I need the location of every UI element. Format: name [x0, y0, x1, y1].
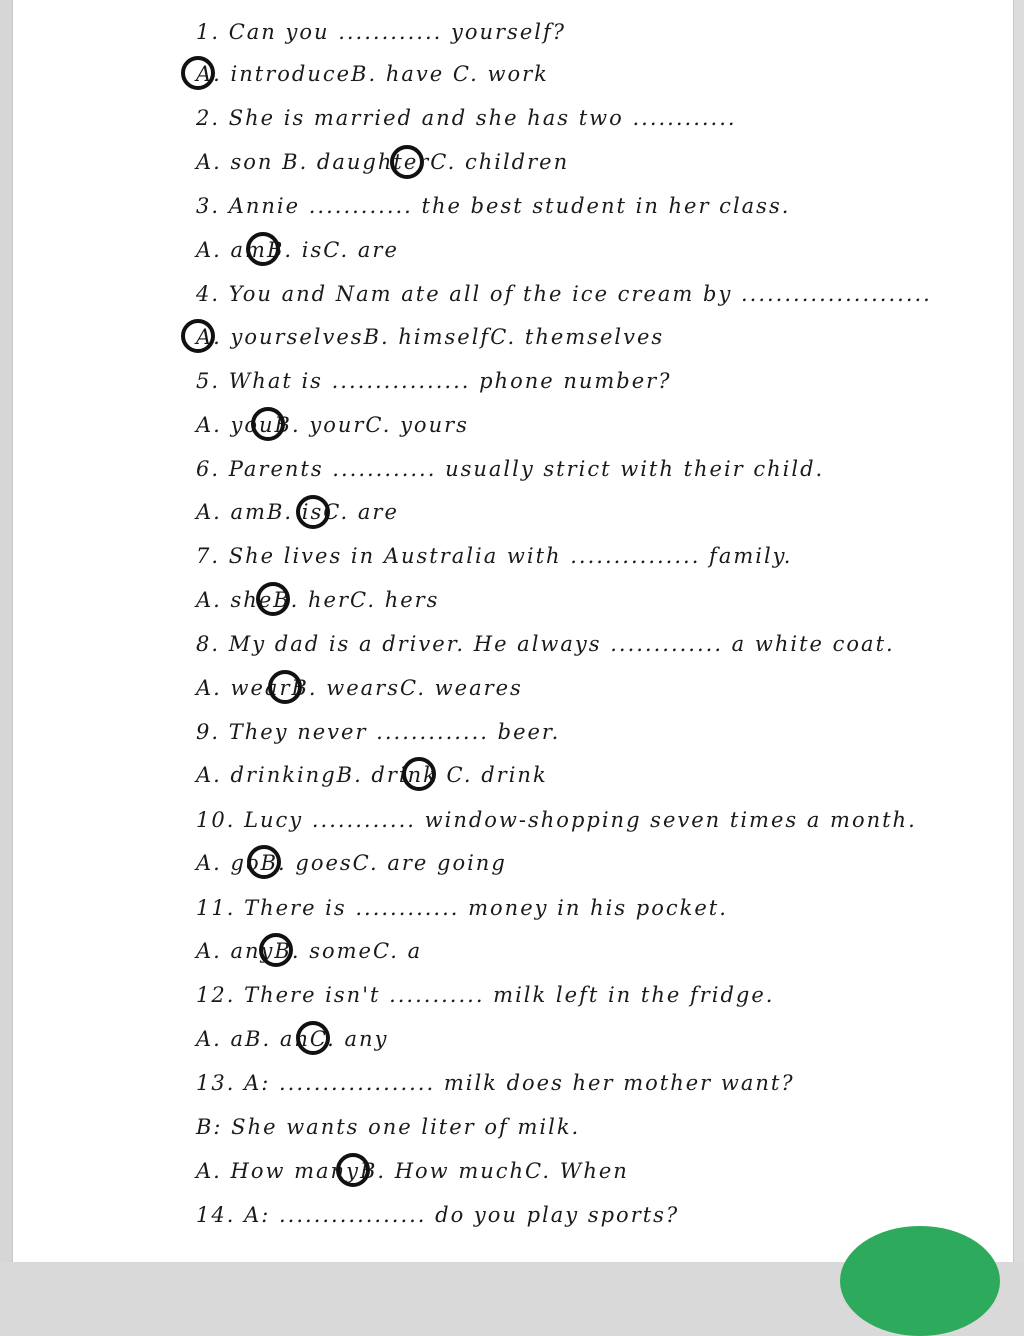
options-7: A. sheB. herC. hers — [196, 588, 440, 612]
options-10: A. goB. goesC. are going — [196, 851, 507, 875]
answer-circle-12 — [296, 1021, 330, 1055]
floating-action-button[interactable] — [840, 1226, 1000, 1336]
question-11: 11. There is ............ money in his pocket. — [196, 896, 728, 920]
answer-circle-9 — [402, 757, 436, 791]
answer-circle-13 — [336, 1153, 370, 1187]
answer-circle-7 — [256, 582, 290, 616]
question-7: 7. She lives in Australia with ............... family. — [196, 544, 793, 568]
question-8: 8. My dad is a driver. He always ............. a white coat. — [196, 632, 895, 656]
question-4: 4. You and Nam ate all of the ice cream by ...................... — [196, 282, 932, 306]
options-13: A. How manyB. How muchC. When — [196, 1159, 629, 1183]
options-6: A. amB. isC. are — [196, 500, 399, 524]
answer-circle-10 — [247, 845, 281, 879]
options-3: A. amB. isC. are — [196, 238, 399, 262]
answer-circle-1 — [181, 56, 215, 90]
question-14: 14. A: ................. do you play sports? — [196, 1203, 680, 1227]
question-6: 6. Parents ............ usually strict with their child. — [196, 457, 825, 481]
options-4: A. yourselvesB. himselfC. themselves — [196, 325, 665, 349]
question-10: 10. Lucy ............ window-shopping seven times a month. — [196, 808, 917, 832]
answer-circle-6 — [296, 495, 330, 529]
options-5: A. youB. yourC. yours — [196, 413, 469, 437]
worksheet-page[interactable] — [12, 0, 1014, 1262]
answer-circle-3 — [246, 232, 280, 266]
options-2: A. son B. daughterC. children — [196, 150, 570, 174]
options-8: A. wearB. wearsC. weares — [196, 676, 523, 700]
options-9: A. drinkingB. drink C. drink — [196, 763, 548, 787]
answer-circle-11 — [259, 933, 293, 967]
question-5: 5. What is ................ phone number? — [196, 369, 672, 393]
answer-circle-5 — [251, 407, 285, 441]
question-3: 3. Annie ............ the best student in her class. — [196, 194, 791, 218]
options-11: A. anyB. someC. a — [196, 939, 423, 963]
question-12: 12. There isn't ........... milk left in the fridge. — [196, 983, 775, 1007]
options-1: A. introduceB. have C. work — [196, 62, 549, 86]
question-9: 9. They never ............. beer. — [196, 720, 561, 744]
question-13: 13. A: .................. milk does her mother want? — [196, 1071, 795, 1095]
answer-circle-4 — [181, 319, 215, 353]
options-12: A. aB. anC. any — [196, 1027, 389, 1051]
question-1: 1. Can you ............ yourself? — [196, 20, 567, 44]
answer-circle-8 — [268, 670, 302, 704]
answer-13-b: B: She wants one liter of milk. — [196, 1115, 581, 1139]
answer-circle-2 — [390, 145, 424, 179]
left-gutter — [0, 0, 12, 1262]
question-2: 2. She is married and she has two ............ — [196, 106, 737, 130]
